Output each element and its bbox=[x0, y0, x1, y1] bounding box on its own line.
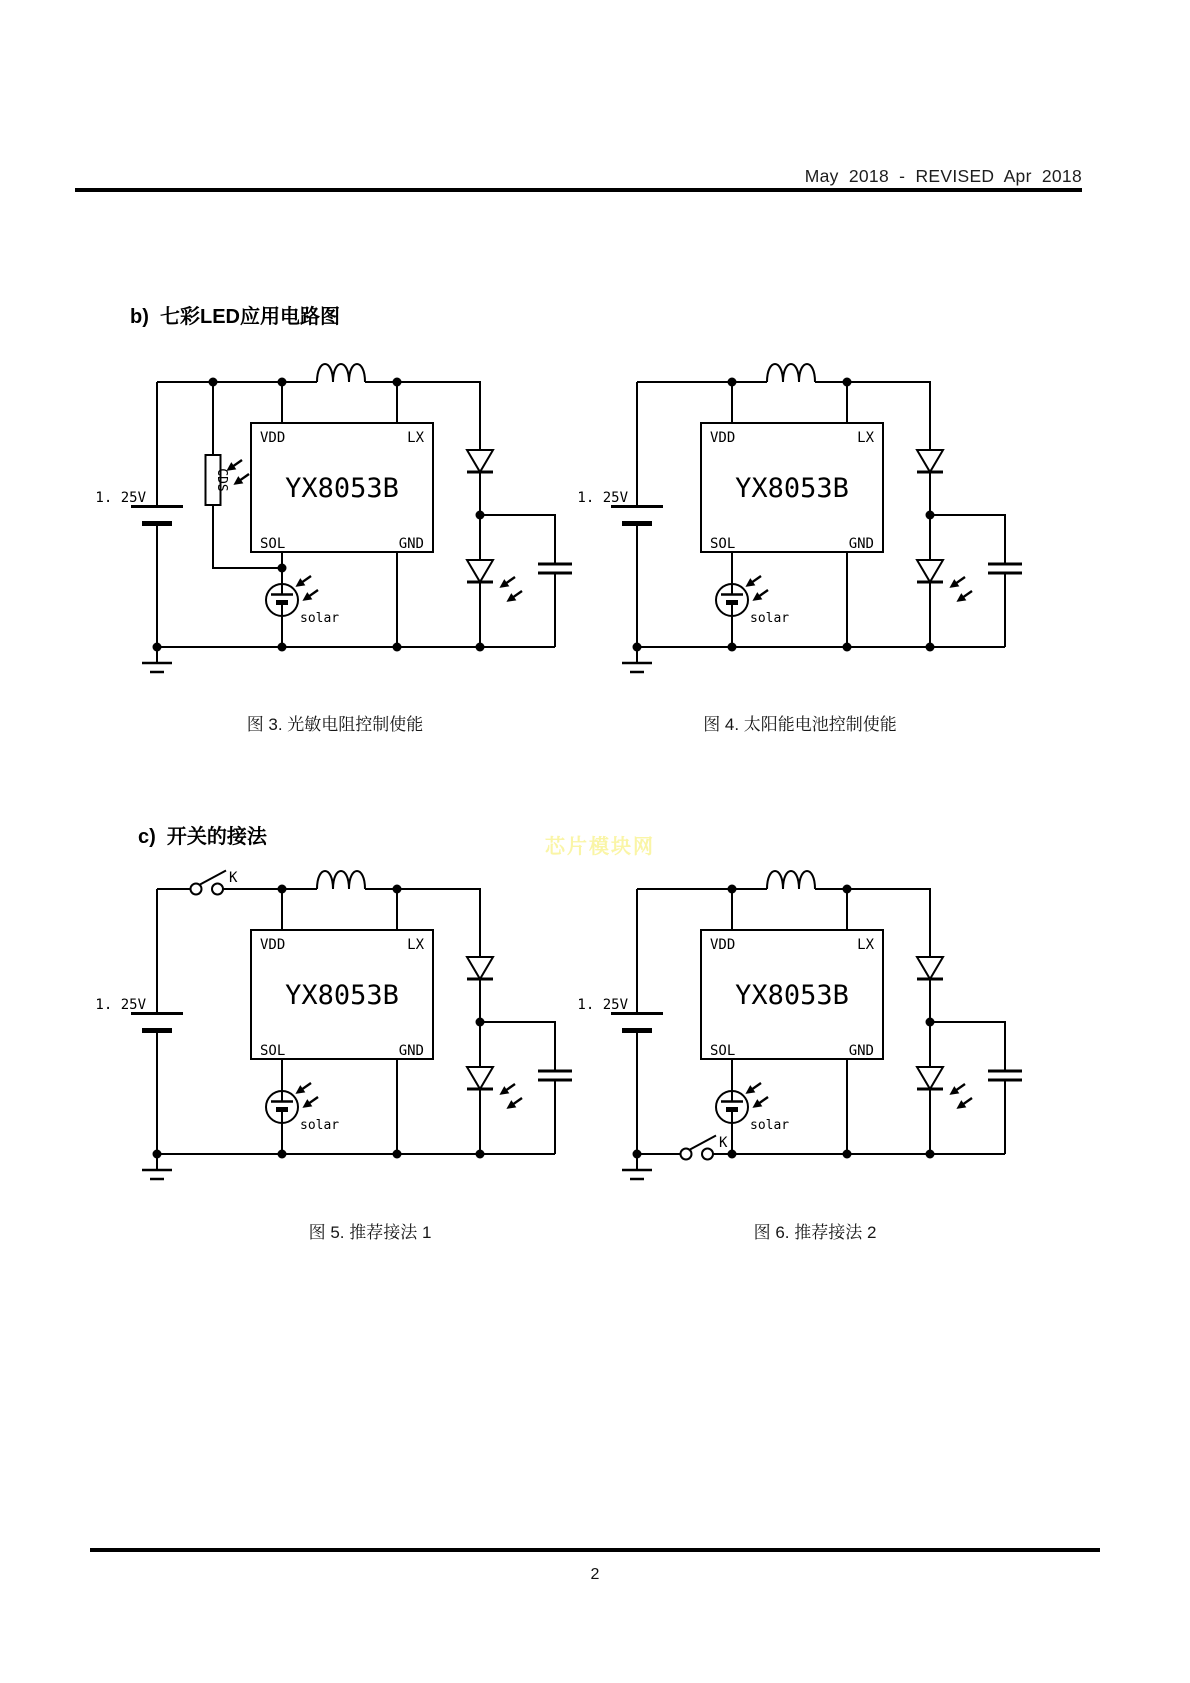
solar-label: solar bbox=[750, 611, 790, 626]
battery-voltage-label: 1. 25V bbox=[95, 490, 146, 506]
solar-label: solar bbox=[300, 1118, 340, 1133]
figure-3-caption: 图 3. 光敏电阻控制使能 bbox=[246, 715, 424, 734]
section-c-heading: c) 开关的接法 bbox=[138, 826, 267, 848]
solar-cell bbox=[266, 572, 339, 626]
battery-voltage-label: 1. 25V bbox=[577, 490, 628, 506]
pin-vdd: VDD bbox=[260, 430, 286, 446]
watermark-text: 芯片模块网 bbox=[545, 836, 655, 858]
led-diode-1 bbox=[917, 957, 943, 979]
led-diode-1 bbox=[917, 450, 943, 472]
light-arrows-icon bbox=[497, 573, 525, 605]
switch-label: K bbox=[229, 870, 238, 886]
ic-chip bbox=[701, 423, 883, 552]
header-rule bbox=[75, 188, 1082, 192]
cds-photoresistor bbox=[206, 455, 252, 505]
light-arrows-icon bbox=[497, 1080, 525, 1112]
led-diode-1 bbox=[467, 957, 493, 979]
footer-rule bbox=[90, 1548, 1100, 1552]
ic-chip bbox=[701, 930, 883, 1059]
led-diode-2 bbox=[917, 1067, 975, 1113]
solar-label: solar bbox=[300, 611, 340, 626]
pin-lx: LX bbox=[407, 937, 424, 953]
led-diode-1 bbox=[467, 450, 493, 472]
chip-name: YX8053B bbox=[285, 473, 399, 504]
battery bbox=[577, 490, 663, 524]
figure-3-schematic bbox=[95, 345, 575, 690]
figure-5-caption: 图 5. 推荐接法 1 bbox=[308, 1223, 432, 1242]
pin-lx: LX bbox=[857, 937, 874, 953]
pin-vdd: VDD bbox=[710, 430, 736, 446]
inductor bbox=[767, 364, 815, 382]
pin-gnd: GND bbox=[848, 1043, 874, 1059]
inductor bbox=[317, 364, 365, 382]
switch bbox=[681, 1135, 729, 1160]
section-b-heading: b) 七彩LED应用电路图 bbox=[130, 306, 340, 328]
figure-4-schematic bbox=[545, 345, 1025, 690]
solar-label: solar bbox=[750, 1118, 790, 1133]
switch bbox=[191, 870, 239, 895]
figure-5-schematic bbox=[95, 852, 575, 1197]
pin-sol: SOL bbox=[710, 536, 736, 552]
ic-chip bbox=[251, 930, 433, 1059]
battery bbox=[577, 997, 663, 1031]
led-diode-2 bbox=[467, 1067, 525, 1113]
solar-cell bbox=[266, 1079, 339, 1133]
switch-label: K bbox=[719, 1135, 728, 1151]
solar-cell bbox=[716, 572, 789, 626]
light-arrows-icon bbox=[947, 573, 975, 605]
capacitor bbox=[988, 564, 1022, 573]
page-number: 2 bbox=[590, 1566, 600, 1583]
pin-gnd: GND bbox=[848, 536, 874, 552]
figure-6-caption: 图 6. 推荐接法 2 bbox=[753, 1223, 877, 1242]
chip-name: YX8053B bbox=[285, 980, 399, 1011]
battery-voltage-label: 1. 25V bbox=[577, 997, 628, 1013]
pin-gnd: GND bbox=[398, 536, 424, 552]
pin-sol: SOL bbox=[260, 1043, 286, 1059]
chip-name: YX8053B bbox=[735, 980, 849, 1011]
solar-cell bbox=[716, 1079, 789, 1133]
inductor bbox=[767, 871, 815, 889]
light-arrows-icon bbox=[947, 1080, 975, 1112]
pin-lx: LX bbox=[407, 430, 424, 446]
figure-4-caption: 图 4. 太阳能电池控制使能 bbox=[703, 715, 897, 734]
cds-label: CDS bbox=[214, 468, 229, 492]
battery-voltage-label: 1. 25V bbox=[95, 997, 146, 1013]
pin-sol: SOL bbox=[260, 536, 286, 552]
inductor bbox=[317, 871, 365, 889]
chip-name: YX8053B bbox=[735, 473, 849, 504]
ic-chip bbox=[251, 423, 433, 552]
pin-sol: SOL bbox=[710, 1043, 736, 1059]
capacitor bbox=[988, 1071, 1022, 1080]
led-diode-2 bbox=[467, 560, 525, 606]
figure-6-schematic bbox=[545, 852, 1025, 1197]
pin-vdd: VDD bbox=[260, 937, 286, 953]
led-diode-2 bbox=[917, 560, 975, 606]
revision-date-text: May 2018 - REVISED Apr 2018 bbox=[804, 166, 1082, 186]
battery bbox=[95, 490, 183, 524]
pin-vdd: VDD bbox=[710, 937, 736, 953]
pin-gnd: GND bbox=[398, 1043, 424, 1059]
pin-lx: LX bbox=[857, 430, 874, 446]
battery bbox=[95, 997, 183, 1031]
